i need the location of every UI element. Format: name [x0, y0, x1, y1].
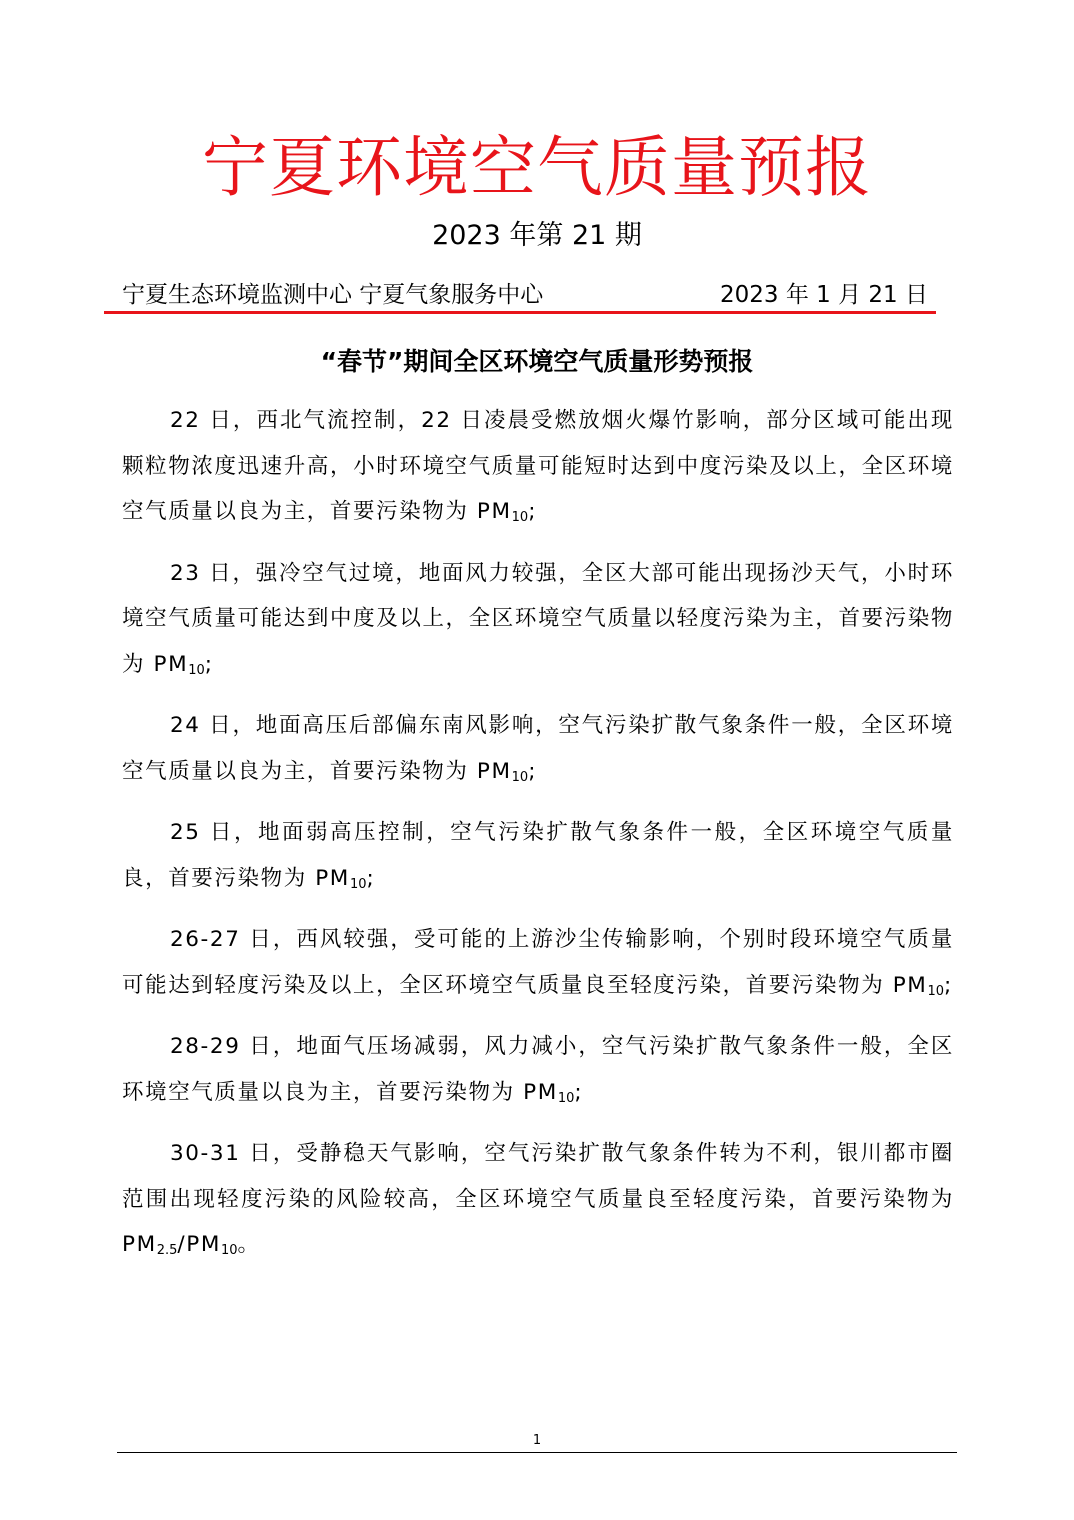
forecast-paragraph-23: 23 日，强冷空气过境，地面风力较强，全区大部可能出现扬沙天气，小时环境空气质量可能达到中度及以上，全区环境空气质量以轻度污染为主，首要污染物为 $PM_{10}$;: [122, 560, 954, 678]
article-body: [122, 398, 954, 1284]
forecast-paragraph-30-31: 30-31 日，受静稳天气影响，空气污染扩散气象条件转为不利，银川都市圈范围出现轻度污染的风险较高，全区环境空气质量良至轻度污染，首要污染物为 $PM_{2.5}/PM_{10}$。: [122, 1141, 954, 1258]
issue-date: 2023 年 1 月 21 日: [720, 282, 928, 308]
forecast-paragraph-26-27: 26-27 日，西风较强，受可能的上游沙尘传输影响，个别时段环境空气质量可能达到轻度污染及以上，全区环境空气质量良至轻度污染，首要污染物为 $PM_{10}$;: [122, 927, 954, 999]
article-title: “春节”期间全区环境空气质量形势预报: [320, 347, 754, 376]
footer-divider: [117, 1452, 957, 1453]
forecast-paragraph-25: 25 日，地面弱高压控制，空气污染扩散气象条件一般，全区环境空气质量良，首要污染物为 $PM_{10}$;: [122, 820, 954, 892]
issuing-organizations: 宁夏生态环境监测中心 宁夏气象服务中心: [122, 282, 544, 308]
masthead: [122, 277, 928, 313]
forecast-paragraph-24: 24 日，地面高压后部偏东南风影响，空气污染扩散气象条件一般，全区环境空气质量以良为主，首要污染物为 $PM_{10}$;: [122, 713, 954, 785]
forecast-paragraph-22: 22 日，西北气流控制，22 日凌晨受燃放烟火爆竹影响，部分区域可能出现颗粒物浓度迅速升高，小时环境空气质量可能短时达到中度污染及以上，全区环境空气质量以良为主，首要污染物为 $PM_{10}$;: [122, 408, 954, 525]
report-title: 宁夏环境空气质量预报: [202, 129, 872, 206]
forecast-paragraph-28-29: 28-29 日，地面气压场减弱，风力减小，空气污染扩散气象条件一般，全区环境空气质量以良为主，首要污染物为 $PM_{10}$;: [122, 1034, 954, 1106]
header-divider: [104, 311, 936, 314]
page-number: 1: [532, 1433, 542, 1448]
issue-number: 2023 年第 21 期: [432, 220, 642, 251]
